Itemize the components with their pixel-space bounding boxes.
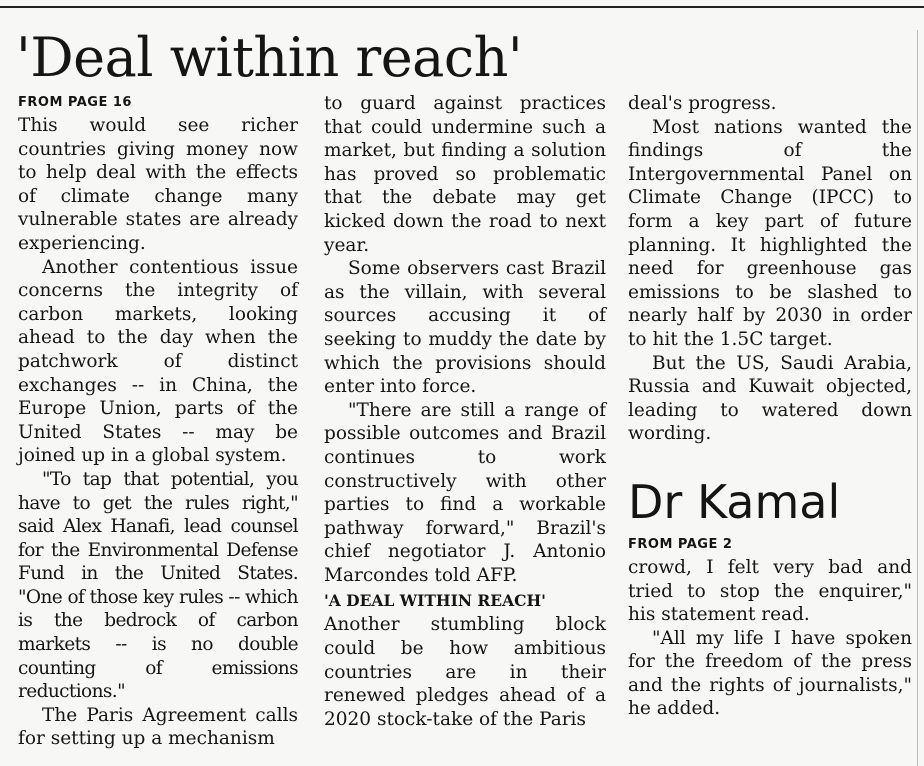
column-rule [917,30,918,766]
body-paragraph: Some observers cast Brazil as the villain, with several sources accusing it of seeking to muddy the date by which the provisions should enter into force. [324,258,606,398]
subheading: 'A DEAL WITHIN REACH' [324,591,546,611]
main-headline: 'Deal within reach' [16,26,523,89]
body-paragraph: crowd, I felt very bad and tried to stop the enquirer," his statement read. [628,556,912,626]
main-kicker: FROM PAGE 16 [18,95,132,110]
column-1 [18,92,298,751]
second-headline: Dr Kamal [628,474,841,529]
top-rule [0,6,924,8]
body-paragraph: "All my life I have spoken for the freedom of the press and the rights of journalists," he added. [628,627,912,720]
column-3 [628,92,912,721]
body-paragraph: The Paris Agreement calls for setting up a mechanism [18,704,298,750]
body-paragraph: "There are still a range of possible outcomes and Brazil continues to work constructively with other parties to find a workable pathway forward," Brazil's chief negotiator J. Antonio Marcondes told AFP. [324,399,606,586]
second-kicker: FROM PAGE 2 [628,536,733,552]
body-paragraph: But the US, Saudi Arabia, Russia and Kuwait objected, leading to watered down wording. [628,352,912,445]
body-paragraph: Most nations wanted the findings of the Intergovernmental Panel on Climate Change (IPCC) to form a key part of future planning. It highlighted the need for greenhouse gas emissions to be slashed to nearly half by 2030 in order to hit the 1.5C target. [628,116,912,350]
body-paragraph: deal's progress. [628,93,777,114]
body-paragraph: This would see richer countries giving money now to help deal with the effects of climate change many vulnerable states are already experiencing. [18,115,298,254]
body-paragraph: "To tap that potential, you have to get the rules right," said Alex Hanafi, lead counsel for the Environmental Defense Fund in the United States. "One of those key rules -- which is the bedrock of carbon markets -- is no double counting of emissions reductions." [18,468,298,703]
body-paragraph: Another stumbling block could be how ambitious countries are in their renewed pledges ahead of a 2020 stock-take of the Paris [324,614,606,730]
body-paragraph: Another contentious issue concerns the integrity of carbon markets, looking ahead to the day when the patchwork of distinct exchanges -- in China, the Europe Union, parts of the United States -- may be joined up in a global system. [18,256,298,467]
body-paragraph: to guard against practices that could undermine such a market, but finding a solution has proved so problematic that the debate may get kicked down the road to next year. [324,93,606,256]
column-2 [324,92,606,731]
